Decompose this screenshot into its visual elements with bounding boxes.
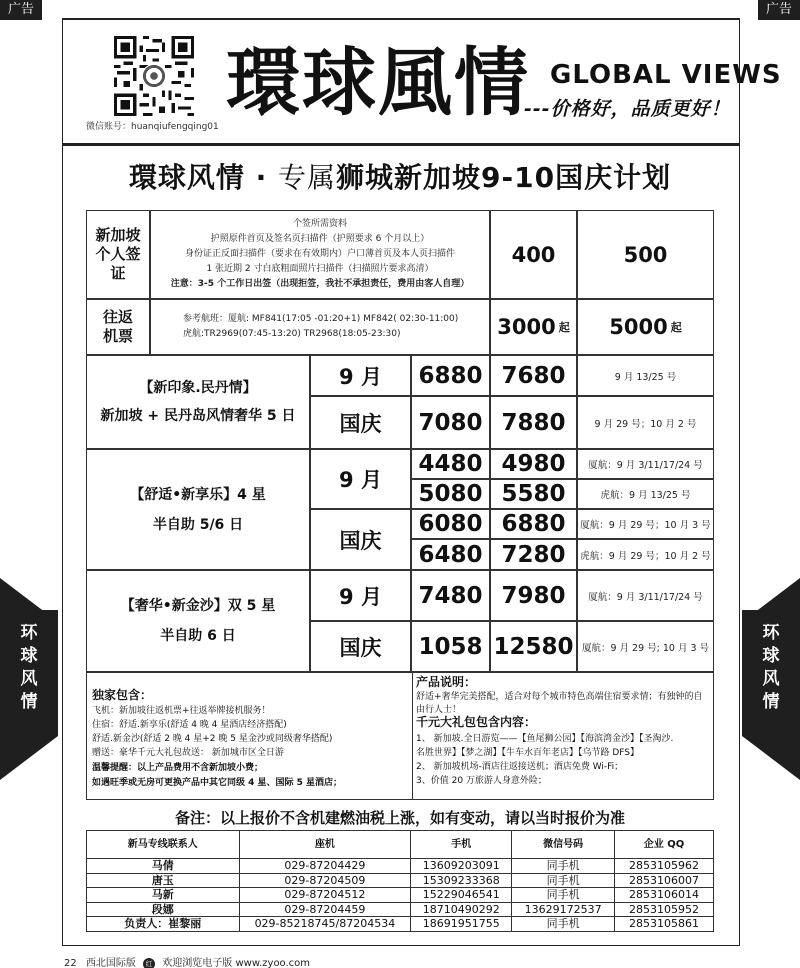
table-row [87, 888, 714, 903]
month-label: 9 月 [310, 355, 411, 396]
contact-phone: 029-85218745/87204534 [239, 917, 411, 932]
contact-name: 负责人：崔黎丽 [87, 917, 240, 932]
price-standard: 6880 [411, 355, 490, 396]
price-premium: 5580 [490, 479, 577, 509]
info-divider [412, 672, 413, 800]
page-number: 22 [64, 958, 77, 968]
product-1-name [86, 355, 310, 449]
visa-label-text: 新加坡个人签证 [95, 226, 141, 282]
ad-label-left: 广告 [0, 0, 42, 20]
contact-name: 马新 [87, 888, 240, 903]
header-rule [62, 143, 740, 146]
price-premium: 6880 [490, 509, 577, 539]
global-views-text: GLOBAL VIEWS [550, 60, 782, 90]
qr-code-icon [114, 36, 194, 116]
visa-requirements [150, 210, 490, 299]
visa-req-note: 注意：3-5 个工作日出签（出现拒签，我社不承担责任，费用由客人自理） [170, 279, 470, 289]
wechat-id: 微信账号：huanqiufengqing01 [86, 122, 219, 132]
table-row [87, 902, 714, 917]
side-tab-right-bottom [742, 736, 800, 780]
contact-wechat: 同手机 [512, 888, 615, 903]
price-standard: 7480 [411, 570, 490, 621]
title-brand: 環球风情 [128, 161, 245, 194]
ad-label-right: 广告 [758, 0, 800, 20]
contact-phone: 029-87204512 [239, 888, 411, 903]
gift-line: 2、 新加坡机场-酒店往返接送机；酒店免费 Wi-Fi； [416, 762, 624, 772]
side-label-left [0, 622, 58, 714]
flight-info [150, 299, 490, 355]
departure-dates: 9 月 13/25 号 [577, 355, 714, 396]
gift-line: 3、价值 20 万旅游人身意外险； [416, 776, 547, 786]
edition-label: 西北国际版 [85, 958, 136, 968]
price-premium: 7880 [490, 396, 577, 449]
product-desc-title: 产品说明： [416, 675, 477, 689]
contact-qq: 2853106014 [615, 888, 714, 903]
page-title [0, 156, 800, 196]
departure-dates: 虎航：9 月 29 号；10 月 2 号 [577, 539, 714, 570]
price-premium: 12580 [490, 621, 577, 672]
contact-wechat: 同手机 [512, 859, 615, 874]
month-label: 9 月 [310, 570, 411, 621]
contact-qq: 2853105861 [615, 917, 714, 932]
price-standard: 5080 [411, 479, 490, 509]
footer [64, 954, 310, 968]
price-suffix: 起 [558, 321, 570, 334]
departure-dates: 厦航：9 月 3/11/17/24 号 [577, 570, 714, 621]
price-premium: 4980 [490, 449, 577, 479]
title-plan: 狮城新加坡9-10国庆计划 [336, 161, 672, 194]
contact-qq: 2853106007 [615, 873, 714, 888]
visa-req-line: 个签所需资料 [292, 219, 347, 229]
contact-wechat: 同手机 [512, 873, 615, 888]
flight-price-1-value: 3000 [497, 315, 556, 339]
visa-req-line: 护照原件首页及签名页扫描件（护照要求 6 个月以上） [210, 234, 430, 244]
top-rule [62, 18, 740, 20]
contact-wechat: 13629172537 [512, 902, 615, 917]
title-exclusive: 专属 [278, 161, 337, 194]
col-header: 手机 [411, 831, 512, 859]
departure-dates: 厦航：9 月 3/11/17/24 号 [577, 449, 714, 479]
flight-price-2-value: 5000 [609, 315, 668, 339]
product-subtitle: 半自助 6 日 [160, 628, 236, 644]
gift-line: 名胜世界】【梦之湖】【牛车水百年老店】【乌节路 DFS】 [416, 748, 640, 758]
price-premium: 7680 [490, 355, 577, 396]
price-standard: 6080 [411, 509, 490, 539]
price-premium: 7280 [490, 539, 577, 570]
side-tab-left-bottom [0, 736, 58, 780]
product-3-name [86, 570, 310, 672]
gift-line: 1、 新加坡.全日游览——【鱼尾狮公园】【海滨湾金沙】【圣淘沙. [416, 734, 674, 744]
badge-icon: 红 [143, 958, 155, 968]
remark: 备注：以上报价不含机建燃油税上涨，如有变动，请以当时报价为准 [174, 809, 625, 827]
exclusive-line: 舒适.新金沙(舒适 2 晚 4 星+2 晚 5 星金沙或同级奢华搭配) [92, 734, 333, 744]
departure-dates: 9 月 29 号；10 月 2 号 [577, 396, 714, 449]
departure-dates: 虎航：9 月 13/25 号 [577, 479, 714, 509]
price-standard: 4480 [411, 449, 490, 479]
month-label: 国庆 [310, 621, 411, 672]
visa-label [86, 210, 150, 299]
month-label: 国庆 [310, 509, 411, 570]
product-desc-text: 舒适+奢华完美搭配，适合对每个城市特色高端住宿要求情；有独钟的自 [416, 692, 703, 702]
col-header: 新马专线联系人 [87, 831, 240, 859]
contact-mobile: 15229046541 [411, 888, 512, 903]
contact-wechat: 同手机 [512, 917, 615, 932]
exclusive-line: 住宿：舒适.新享乐(舒适 4 晚 4 星酒店经济搭配) [92, 720, 287, 730]
flight-label [86, 299, 150, 355]
col-header: 微信号码 [512, 831, 615, 859]
contacts-table [86, 830, 714, 932]
product-2-name [86, 449, 310, 570]
flight-line: 虎航:TR2969(07:45-13:20) TR2968(18:05-23:30) [183, 329, 401, 339]
contact-qq: 2853105962 [615, 859, 714, 874]
contact-name: 段娜 [87, 902, 240, 917]
table-row [87, 873, 714, 888]
side-label-right-text: 环球风情 [762, 623, 780, 712]
product-subtitle: 新加坡 + 民丹岛风情奢华 5 日 [100, 408, 296, 424]
visa-price-1: 400 [490, 210, 577, 299]
month-label: 国庆 [310, 396, 411, 449]
departure-dates: 厦航：9 月 29 号；10 月 3 号 [577, 509, 714, 539]
exclusive-reminder: 温馨提醒：以上产品费用不含新加坡小费； [92, 763, 264, 773]
contact-phone: 029-87204429 [239, 859, 411, 874]
contact-mobile: 18710490292 [411, 902, 512, 917]
contact-phone: 029-87204459 [239, 902, 411, 917]
table-header-row [87, 831, 714, 859]
slogan: ---价格好，品质更好！ [524, 98, 731, 120]
product-title: 【舒适•新享乐】4 星 [130, 486, 266, 503]
title-dot: · [255, 161, 268, 194]
product-subtitle: 半自助 5/6 日 [152, 516, 244, 533]
exclusive-title: 独家包含： [92, 688, 153, 702]
contact-name: 唐玉 [87, 873, 240, 888]
table-row [87, 917, 714, 932]
exclusive-line: 飞机：新加坡往返机票+往返举牌接机服务！ [92, 706, 271, 716]
price-standard: 7080 [411, 396, 490, 449]
product-title: 【奢华•新金沙】双 5 星 [120, 598, 276, 614]
side-label-left-text: 环球风情 [20, 623, 38, 712]
departure-dates: 厦航：9 月 29 号; 10 月 3 号 [577, 621, 714, 672]
exclusive-reminder: 如遇旺季或无房可更换产品中其它同级 4 星、国际 5 星酒店； [92, 778, 343, 788]
visa-req-line: 身份证正反面扫描件（要求在有效期内）户口薄首页及本人页扫描件 [184, 249, 455, 259]
flight-label-text: 往返机票 [102, 308, 133, 345]
price-standard: 1058 [411, 621, 490, 672]
contact-phone: 029-87204509 [239, 873, 411, 888]
product-desc-text: 由行人士！ [416, 705, 462, 715]
brand-logo-text: 環球風情 [226, 40, 530, 126]
visa-price-2: 500 [577, 210, 714, 299]
product-title: 【新印象.民丹情】 [139, 380, 257, 396]
col-header: 座机 [239, 831, 411, 859]
footer-link-text[interactable]: 欢迎浏览电子版 www.zyoo.com [162, 958, 311, 968]
contact-mobile: 15309233368 [411, 873, 512, 888]
contact-qq: 2853105952 [615, 902, 714, 917]
flight-line: 参考航班：厦航: MF841(17:05 -01:20+1) MF842( 02:30-11:00) [183, 314, 459, 324]
flight-price-2 [577, 299, 714, 355]
month-label: 9 月 [310, 449, 411, 509]
gift-title: 千元大礼包包含内容： [416, 715, 537, 729]
price-standard: 6480 [411, 539, 490, 570]
price-suffix: 起 [670, 321, 682, 334]
visa-req-line: 1 张近期 2 寸白底粗面照片扫描件（扫描照片要求高清） [206, 264, 434, 274]
flight-price-1 [490, 299, 577, 355]
contact-mobile: 13609203091 [411, 859, 512, 874]
contact-mobile: 18691951755 [411, 917, 512, 932]
table-row [87, 859, 714, 874]
exclusive-line: 赠送：豪华千元大礼包故送： 新加城市区全日游 [92, 748, 284, 758]
side-label-right [742, 622, 800, 714]
contact-name: 马倩 [87, 859, 240, 874]
price-premium: 7980 [490, 570, 577, 621]
col-header: 企业 QQ [615, 831, 714, 859]
